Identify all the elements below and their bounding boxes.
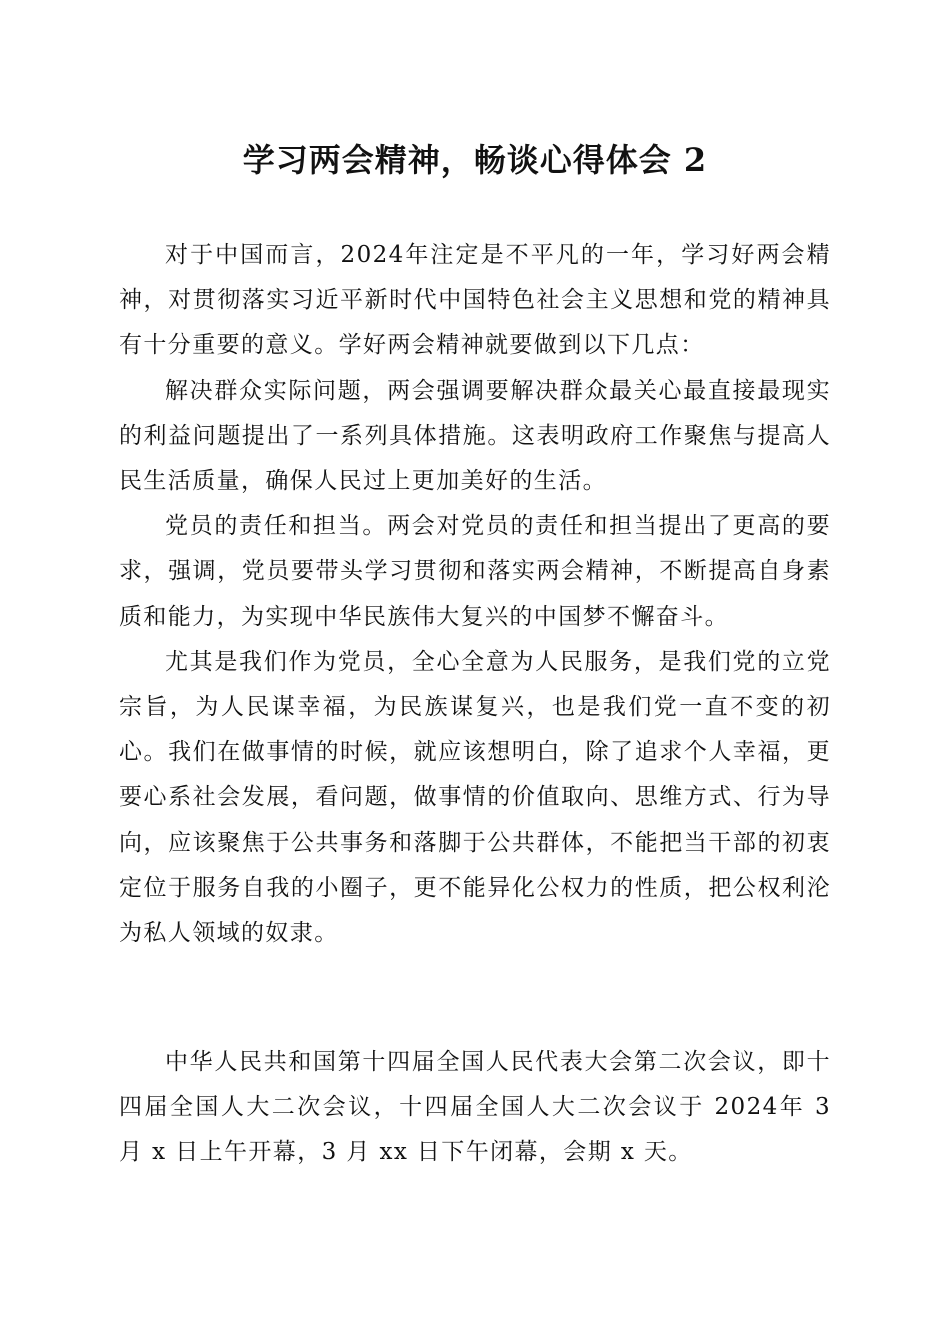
document-body bbox=[119, 233, 831, 956]
paragraph-session-info: 中华人民共和国第十四届全国人民代表大会第二次会议，即十四届全国人大二次会议，十四届全国人大二次会议于 2024年 3 月 x 日上午开幕，3 月 xx 日下午闭幕，会期 x 天。 bbox=[119, 1049, 831, 1166]
document-closing bbox=[119, 1040, 831, 1176]
paragraph-solve-problems: 解决群众实际问题，两会强调要解决群众最关心最直接最现实的利益问题提出了一系列具体措施。这表明政府工作聚焦与提高人民生活质量，确保人民过上更加美好的生活。 bbox=[119, 377, 831, 495]
paragraph-serve-people: 尤其是我们作为党员，全心全意为人民服务，是我们党的立党宗旨，为人民谋幸福，为民族谋复兴，也是我们党一直不变的初心。我们在做事情的时候，就应该想明白，除了追求个人幸福，更要心系社会发展，看问题，做事情的价值取向、思维方式、行为导向，应该聚焦于公共事务和落脚于公共群体，不能把当干部的初衷定位于服务自我的小圈子，更不能异化公权力的性质，把公权利沦为私人领域的奴隶。 bbox=[119, 648, 831, 947]
paragraph-intro: 对于中国而言，2024年注定是不平凡的一年，学习好两会精神，对贯彻落实习近平新时代中国特色社会主义思想和党的精神具有十分重要的意义。学好两会精神就要做到以下几点： bbox=[119, 242, 831, 359]
document-title: 学习两会精神，畅谈心得体会 2 bbox=[242, 141, 708, 179]
paragraph-party-responsibility: 党员的责任和担当。两会对党员的责任和担当提出了更高的要求，强调，党员要带头学习贯彻和落实两会精神，不断提高自身素质和能力，为实现中华民族伟大复兴的中国梦不懈奋斗。 bbox=[119, 513, 831, 630]
